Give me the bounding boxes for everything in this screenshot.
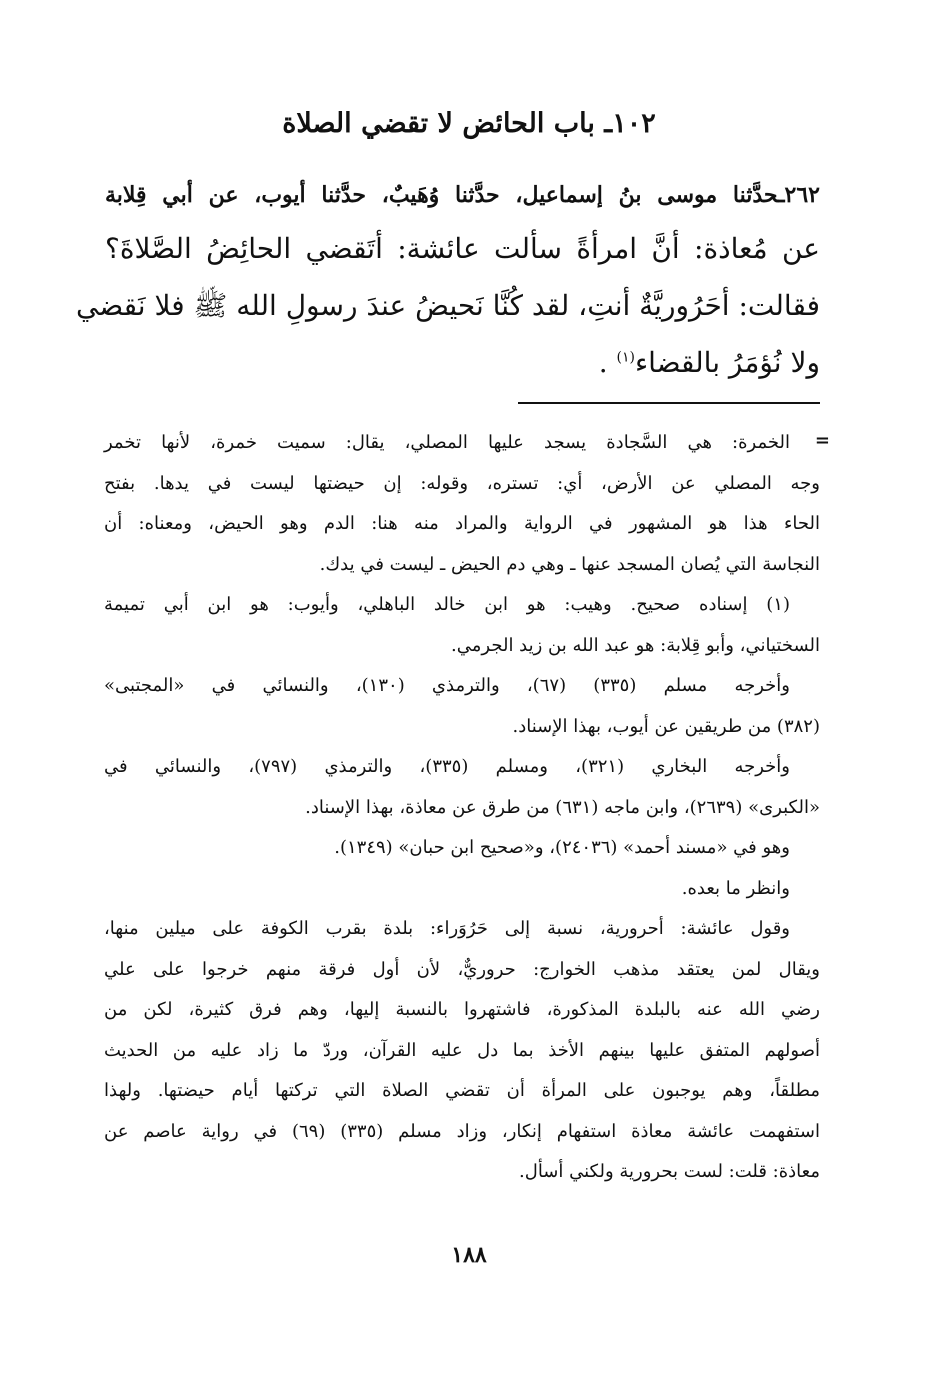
note-line: وانظر ما بعده. [681, 877, 790, 899]
page-number: ١٨٨ [451, 1242, 487, 1268]
note-line: ويقال لمن يعتقد مذهب الخوارج: حروريٌّ، لأن أول فرقة منهم خرجوا على علي [104, 958, 820, 980]
note-line: رضي الله عنه بالبلدة المذكورة، فاشتهروا بالنسبة إليها، وهم فرق كثيرة، لكن من [104, 999, 820, 1020]
hadith-matn-line-1: عن مُعاذة: أنَّ امرأةً سألت عائشة: أتَقضي الحائِضُ الصَّلاةَ؟ [105, 232, 820, 265]
note-footnote-1 [104, 585, 820, 666]
note-line: (١) إسناده صحيح. وهيب: هو ابن خالد الباهلي، وأيوب: هو ابن أبي تميمة [104, 594, 790, 615]
note-line: وأخرجه البخاري (٣٢١)، ومسلم (٣٣٥)، والترمذي (٧٩٧)، والنسائي في [104, 756, 790, 777]
note-line: وجه المصلي عن الأرض، أي: تستره، وقوله: إن حيضتها ليست في يدها. بفتح [104, 472, 820, 494]
note-line: معاذة: قلت: لست بحرورية ولكني أسأل. [519, 1161, 820, 1182]
note-khumra [104, 423, 820, 585]
note-line: وقول عائشة: أحرورية، نسبة إلى حَرُوَراء: بلدة بقرب الكوفة على ميلين منها، [104, 918, 790, 939]
note-line: استفهمت عائشة معاذة استفهام إنكار، وزاد مسلم (٣٣٥) (٦٩) في رواية عاصم عن [104, 1120, 820, 1142]
note-line: الحاء هذا هو المشهور في الرواية والمراد منه هنا: الدم وهو الحيض، ومعناه: أن [104, 513, 820, 534]
note-line: مطلقاً، وهم يوجبون على المرأة أن تقضي الصلاة التي تركتها أيام حيضتها. ولهذا [104, 1080, 820, 1101]
chapter-title: ١٠٢ـ باب الحائض لا تقضي الصلاة [282, 108, 656, 139]
footnotes [104, 423, 820, 1193]
hadith-isnad: ٢٦٢ـحدَّثنا موسى بنُ إسماعيل، حدَّثنا وُهَيبٌ، حدَّثنا أيوب، عن أبي قِلابة [105, 182, 820, 208]
note-line: أصولهم المتفق عليها بينهم الأخذ بما دل عليه القرآن، وردّ ما زاد عليه من الحديث [104, 1039, 820, 1061]
hadith-matn-line-2: فقالت: أحَرُوريَّةٌ أنتِ، لقد كُنَّا نَحيضُ عندَ رسولِ الله ﷺ فلا نَقضي [76, 289, 820, 322]
note-takhrij-2 [104, 747, 820, 828]
note-haruriyya [104, 909, 820, 1193]
note-see-next [104, 869, 820, 910]
note-line: «الكبرى» (٢٦٣٩)، وابن ماجه (٦٣١) من طرق عن معاذة، بهذا الإسناد. [305, 796, 820, 818]
note-musnad [104, 828, 820, 869]
hadith-matn-line-3-text: ولا نُؤمَرُ بالقضاء [635, 346, 820, 379]
note-takhrij-1 [104, 666, 820, 747]
note-line: النجاسة التي يُصان المسجد عنها ـ وهي دم الحيض ـ ليست في يدك. [319, 553, 820, 575]
note-line: وهو في «مسند أحمد» (٢٤٠٣٦)، و«صحيح ابن حبان» (١٣٤٩). [334, 837, 790, 858]
note-line: الخمرة: هي السَّجادة يسجد عليها المصلي، يقال: سميت خمرة، لأنها تخمر [104, 432, 790, 453]
hadith-matn-line-3 [105, 334, 820, 391]
footnote-reference: (١) [616, 349, 635, 366]
hadith-end-mark: . [598, 346, 617, 379]
footnote-separator [518, 402, 820, 404]
note-line: وأخرجه مسلم (٣٣٥) (٦٧)، والترمذي (١٣٠)، والنسائي في «المجتبى» [104, 675, 790, 696]
note-line: (٣٨٢) من طريقين عن أيوب، بهذا الإسناد. [512, 715, 820, 737]
note-line: السختياني، وأبو قِلابة: هو عبد الله بن زيد الجرمي. [451, 634, 820, 656]
hadith-text [76, 170, 820, 391]
continuation-marker: = [814, 430, 830, 451]
